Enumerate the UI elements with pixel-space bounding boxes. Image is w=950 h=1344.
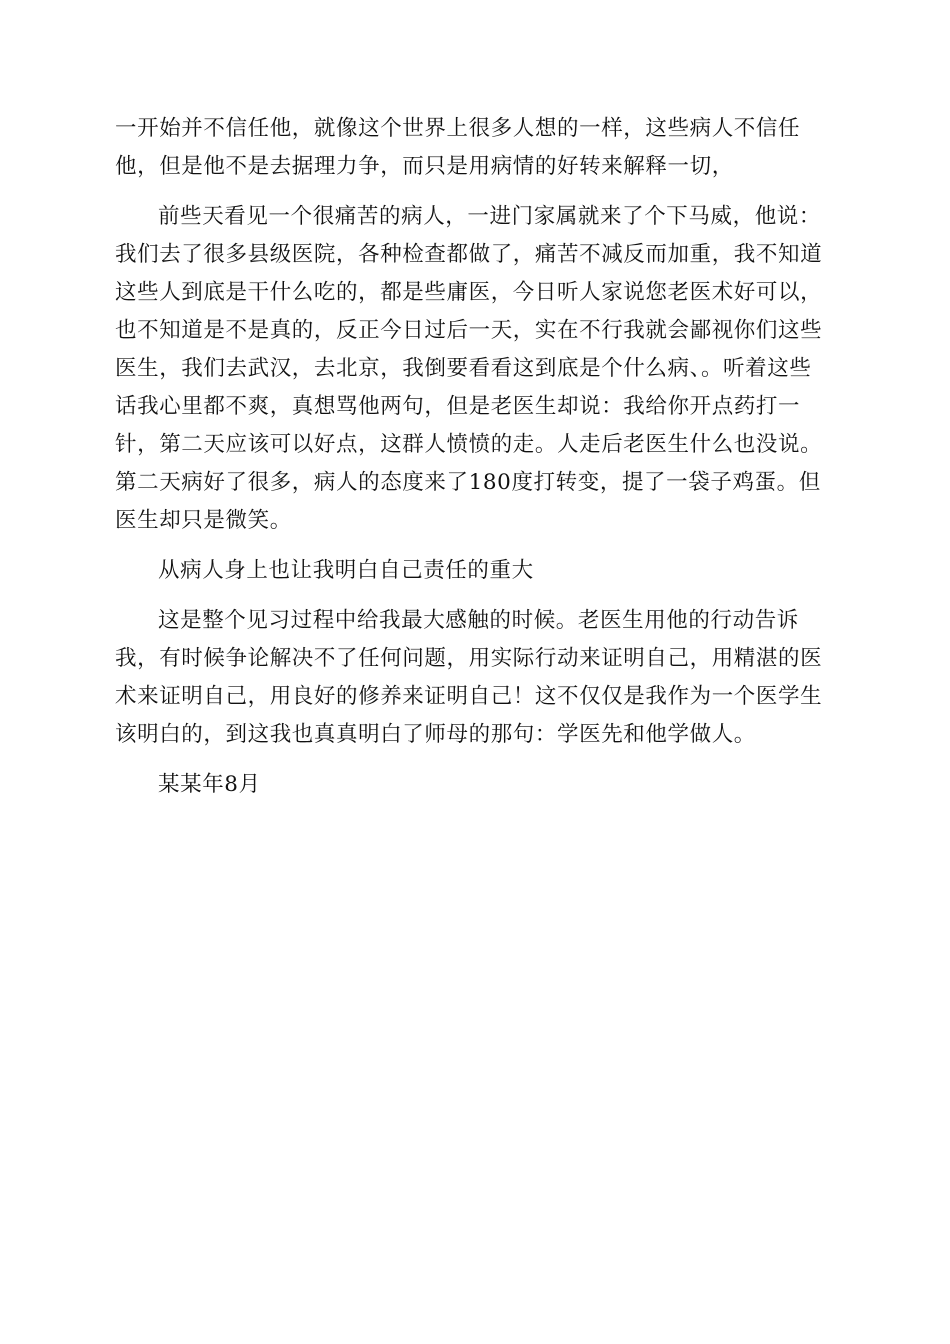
text-line: 前些天看见一个很痛苦的病人，一进门家属就来了个下马威，他说： bbox=[158, 204, 822, 229]
text-line: 医生，我们去武汉，去北京，我倒要看看这到底是个什么病、。听着这些 bbox=[115, 356, 812, 381]
date-line bbox=[115, 766, 832, 804]
text-line: 这是整个见习过程中给我最大感触的时候。老医生用他的行动告诉 bbox=[158, 608, 799, 633]
text-line: 医生却只是微笑。 bbox=[115, 508, 292, 533]
paragraph-1 bbox=[115, 110, 832, 186]
text-line: 从病人身上也让我明白自己责任的重大 bbox=[158, 558, 534, 583]
text-line: 他，但是他不是去据理力争，而只是用病情的好转来解释一切， bbox=[115, 154, 734, 179]
text-line: 这些人到底是干什么吃的，都是些庸医，今日听人家说您老医术好可以， bbox=[115, 280, 823, 305]
text-line: 某某年8月 bbox=[158, 772, 261, 797]
paragraph-3 bbox=[115, 552, 832, 590]
text-line: 我们去了很多县级医院，各种检查都做了，痛苦不减反而加重，我不知道 bbox=[115, 242, 823, 267]
text-line: 第二天病好了很多，病人的态度来了180度打转变，提了一袋子鸡蛋。但 bbox=[115, 470, 821, 495]
text-line: 话我心里都不爽，真想骂他两句，但是老医生却说：我给你开点药打一 bbox=[115, 394, 801, 419]
paragraph-2 bbox=[115, 198, 832, 540]
document-body bbox=[115, 110, 832, 816]
text-line: 该明白的，到这我也真真明白了师母的那句：学医先和他学做人。 bbox=[115, 722, 756, 747]
paragraph-4 bbox=[115, 602, 832, 754]
text-line: 我，有时候争论解决不了任何问题，用实际行动来证明自己，用精湛的医 bbox=[115, 646, 823, 671]
text-line: 一开始并不信任他，就像这个世界上很多人想的一样，这些病人不信任 bbox=[115, 116, 801, 141]
text-line: 术来证明自己，用良好的修养来证明自己！这不仅仅是我作为一个医学生 bbox=[115, 684, 823, 709]
text-line: 也不知道是不是真的，反正今日过后一天，实在不行我就会鄙视你们这些 bbox=[115, 318, 823, 343]
text-line: 针，第二天应该可以好点，这群人愤愤的走。人走后老医生什么也没说。 bbox=[115, 432, 823, 457]
